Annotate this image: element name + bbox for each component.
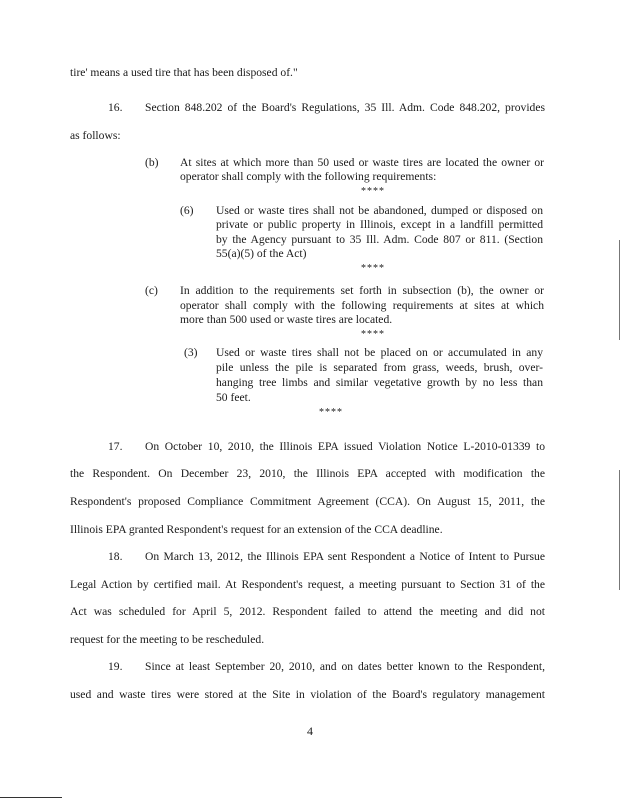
para-18-line: On March 13, 2012, the Illinois EPA sent Respondent a Notice of Intent to Pursue (145, 550, 545, 563)
para-18-line: Legal Action by certified mail. At Respondent's request, a meeting pursuant to Section 31 of the (70, 578, 545, 591)
ellipsis-stars: **** (361, 263, 385, 274)
quote-line: Used or waste tires shall not be abandoned, dumped or disposed on (216, 204, 543, 217)
quote-label-c3: (3) (184, 346, 198, 359)
quote-line: private or public property in Illinois, except in a landfill permitted (216, 218, 543, 231)
scan-edge-mark (619, 470, 620, 590)
para-19-line: Since at least September 20, 2010, and on dates better known to the Respondent, (145, 660, 545, 673)
quote-line: by the Agency pursuant to 35 Ill. Adm. Code 807 or 811. (Section (216, 233, 543, 246)
para-18-line: Act was scheduled for April 5, 2012. Respondent failed to attend the meeting and did not (70, 605, 545, 618)
quote-line: pile unless the pile is separated from grass, weeds, brush, over- (216, 361, 543, 374)
quote-line: 55(a)(5) of the Act) (216, 247, 307, 260)
para-16-number: 16. (108, 101, 123, 114)
scan-edge-mark (619, 240, 620, 340)
para-19-line: used and waste tires were stored at the Site in violation of the Board's regulatory management (70, 688, 545, 701)
ellipsis-stars: **** (361, 329, 385, 340)
page-number: 4 (307, 724, 313, 738)
scan-edge-mark (0, 797, 62, 798)
quote-line: At sites at which more than 50 used or waste tires are located the owner or (180, 156, 544, 169)
para-18-number: 18. (108, 550, 123, 563)
quote-label-c: (c) (145, 284, 158, 297)
para-17-line: On October 10, 2010, the Illinois EPA issued Violation Notice L-2010-01339 to (145, 440, 545, 453)
para-19-number: 19. (108, 660, 123, 673)
quote-line: operator shall comply with the following requirements at sites at which (180, 299, 544, 312)
para-16-line: as follows: (70, 129, 121, 142)
para-17-line: the Respondent. On December 23, 2010, the Illinois EPA accepted with modification the (70, 467, 545, 480)
para-17-line: Respondent's proposed Compliance Commitment Agreement (CCA). On August 15, 2011, the (70, 495, 545, 508)
ellipsis-stars: **** (361, 186, 385, 197)
ellipsis-stars: **** (319, 407, 343, 418)
quote-line: In addition to the requirements set forth in subsection (b), the owner or (180, 284, 544, 297)
quote-line: 50 feet. (216, 391, 251, 404)
para-17-number: 17. (108, 440, 123, 453)
para-16-line: Section 848.202 of the Board's Regulations, 35 Ill. Adm. Code 848.202, provides (145, 101, 545, 114)
para-17-line: Illinois EPA granted Respondent's request for an extension of the CCA deadline. (70, 523, 443, 536)
quote-line: operator shall comply with the following requirements: (180, 170, 437, 183)
quote-line: Used or waste tires shall not be placed on or accumulated in any (216, 346, 543, 359)
lead-line: tire' means a used tire that has been disposed of." (70, 66, 298, 79)
para-18-line: request for the meeting to be rescheduled. (70, 633, 265, 646)
quote-line: hanging tree limbs and similar vegetative growth by no less than (216, 376, 543, 389)
quote-line: more than 500 used or waste tires are located. (180, 313, 393, 326)
quote-label-b6: (6) (180, 204, 194, 217)
quote-label-b: (b) (145, 156, 159, 169)
